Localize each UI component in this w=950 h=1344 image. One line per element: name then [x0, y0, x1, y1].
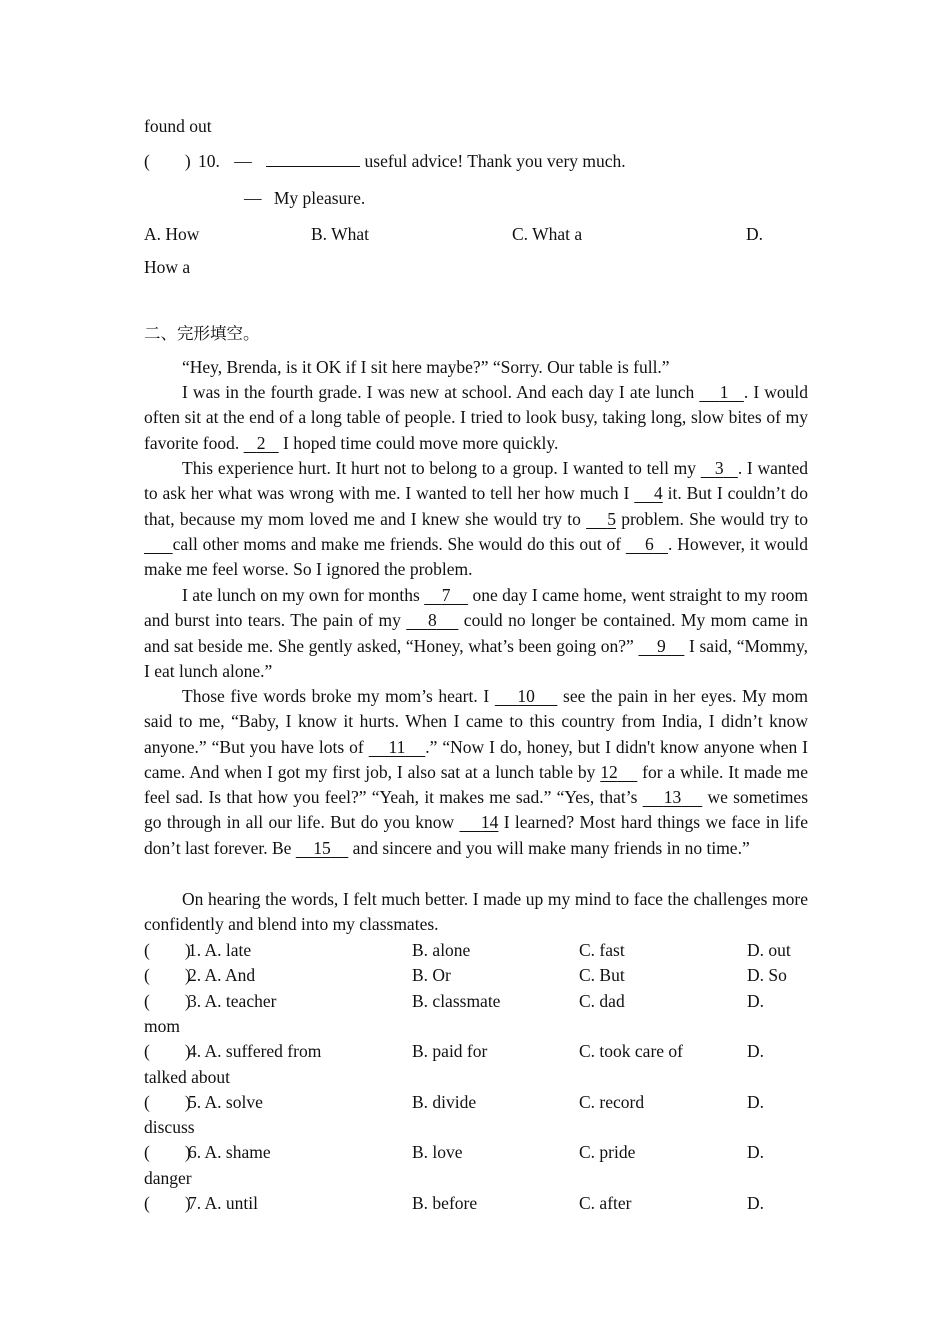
option-b[interactable]: B. Or [412, 965, 451, 985]
option-d-text: talked about [144, 1067, 231, 1087]
option-a[interactable]: 1. A. late [188, 940, 252, 960]
question-number: 10. [198, 151, 220, 171]
option-b[interactable]: B. divide [412, 1092, 477, 1112]
question-10-reply [244, 186, 365, 211]
blank-8[interactable]: 8 [427, 610, 437, 631]
passage-paragraph-2: I was in the fourth grade. I was new at school. And each day I ate lunch 1 . I would often sit at the end of a long table of people. I tried to look busy, taking long, slow bites of my favorite food. 2 I hoped time could move more quickly. [144, 382, 809, 453]
question-10 [144, 148, 626, 174]
answer-paren[interactable]: ( ) [144, 1092, 191, 1112]
reply-text: My pleasure. [273, 188, 366, 208]
option-c[interactable]: C. after [579, 1193, 632, 1213]
blank-14[interactable]: 14 [480, 812, 499, 833]
option-d[interactable]: D. [747, 1142, 765, 1162]
answer-paren[interactable]: ( ) [144, 1142, 191, 1162]
option-a[interactable]: A. How [144, 224, 200, 244]
answer-paren[interactable]: ( ) [144, 151, 191, 171]
option-a[interactable]: 2. A. And [188, 965, 256, 985]
option-d[interactable]: D. So [747, 965, 787, 985]
passage-paragraph-6: On hearing the words, I felt much better. I made up my mind to face the challenges more confidently and blend into my classmates. [144, 889, 808, 935]
blank-7[interactable]: 7 [441, 585, 451, 605]
option-b[interactable]: B. classmate [412, 991, 501, 1011]
blank-12[interactable]: 12 [600, 761, 618, 782]
option-b[interactable]: B. paid for [412, 1041, 488, 1061]
dash: — [244, 188, 262, 208]
answer-paren[interactable]: ( ) [144, 991, 191, 1011]
option-a[interactable]: 7. A. until [188, 1193, 259, 1213]
blank-5-short[interactable] [144, 534, 173, 554]
passage-paragraph-1: “Hey, Brenda, is it OK if I sit here maybe?” “Sorry. Our table is full.” [182, 357, 670, 377]
blank-10[interactable]: 10 [517, 686, 535, 706]
option-c[interactable]: C. What a [512, 224, 583, 244]
question-text: useful advice! Thank you very much. [360, 151, 626, 171]
option-b[interactable]: B. love [412, 1142, 463, 1162]
option-d[interactable]: D. [747, 1092, 765, 1112]
answer-paren[interactable]: ( ) [144, 1193, 191, 1213]
option-d-text: mom [144, 1016, 180, 1036]
option-b[interactable]: B. before [412, 1193, 478, 1213]
option-c[interactable]: C. fast [579, 940, 625, 960]
option-d[interactable]: D. [747, 1041, 765, 1061]
option-d-text: discuss [144, 1117, 195, 1137]
dash: — [234, 151, 252, 171]
blank-13[interactable]: 13 [663, 787, 682, 808]
answer-paren[interactable]: ( ) [144, 1041, 191, 1061]
option-c[interactable]: C. took care of [579, 1041, 683, 1061]
blank-11[interactable]: 11 [388, 736, 406, 757]
passage-paragraph-4: I ate lunch on my own for months 7 one day I came home, went straight to my room and burst into tears. The pain of my 8 could no longer be contained. My mom came in and sat beside me. She gently asked, “Honey, what’s been going on?” 9 I said, “Mommy, I eat lunch alone.” [144, 585, 808, 681]
blank-3[interactable]: 3 [714, 458, 724, 478]
blank-6[interactable]: 6 [644, 533, 654, 554]
option-d-text: How a [144, 257, 191, 277]
option-d[interactable]: D. out [747, 940, 791, 960]
answer-paren[interactable]: ( ) [144, 965, 191, 985]
option-a[interactable]: 5. A. solve [188, 1092, 263, 1112]
option-d[interactable]: D. [747, 1193, 765, 1213]
passage-paragraph-5: Those five words broke my mom’s heart. I 10 see the pain in her eyes. My mom said to me, “Baby, I know it hurts. When I came to this country from India, I didn’t know anyone.” “But you have lots of 11 .” “Now I do, honey, but I didn't know anyone when I came. And when I got my first job, I also sat at a lunch table by 12 for a while. It made me feel sad. Is that how you feel?” “Yeah, it makes me sad.” “Yes, that’s 13 we sometimes go through in all our life. But do you know 14 I learned? Most hard things we face in life don’t last forever. Be 15 and sincere and you will make many friends in no time.” [144, 686, 809, 858]
carry-over-text: found out [144, 116, 212, 136]
blank-2[interactable]: 2 [256, 432, 266, 453]
option-b[interactable]: B. alone [412, 940, 471, 960]
option-d[interactable]: D. [747, 991, 765, 1011]
option-c[interactable]: C. But [579, 965, 625, 985]
blank-9[interactable]: 9 [657, 635, 666, 656]
answer-paren[interactable]: ( ) [144, 940, 191, 960]
answer-blank[interactable] [266, 148, 360, 167]
option-d[interactable]: D. [746, 224, 764, 244]
option-d-text: danger [144, 1168, 192, 1188]
blank-4[interactable]: 4 [653, 483, 663, 504]
option-c[interactable]: C. dad [579, 991, 625, 1011]
passage-paragraph-3: This experience hurt. It hurt not to belong to a group. I wanted to tell my 3 . I wanted to ask her what was wrong with me. I wanted to tell her how much I 4 it. But I couldn’t do that, because my mom loved me and I knew she would try to 5 problem. She would try to call other moms and make me friends. She would do this out of 6 . However, it would make me feel worse. So I ignored the problem. [144, 458, 809, 580]
blank-1[interactable]: 1 [719, 382, 729, 402]
option-b[interactable]: B. What [311, 224, 370, 244]
section-title: 二、完形填空。 [144, 324, 260, 343]
option-a[interactable]: 4. A. suffered from [188, 1041, 322, 1061]
option-c[interactable]: C. pride [579, 1142, 636, 1162]
option-a[interactable]: 3. A. teacher [188, 991, 277, 1011]
blank-15[interactable]: 15 [313, 837, 331, 858]
option-a[interactable]: 6. A. shame [188, 1142, 271, 1162]
blank-5[interactable]: 5 [607, 508, 616, 529]
option-c[interactable]: C. record [579, 1092, 645, 1112]
